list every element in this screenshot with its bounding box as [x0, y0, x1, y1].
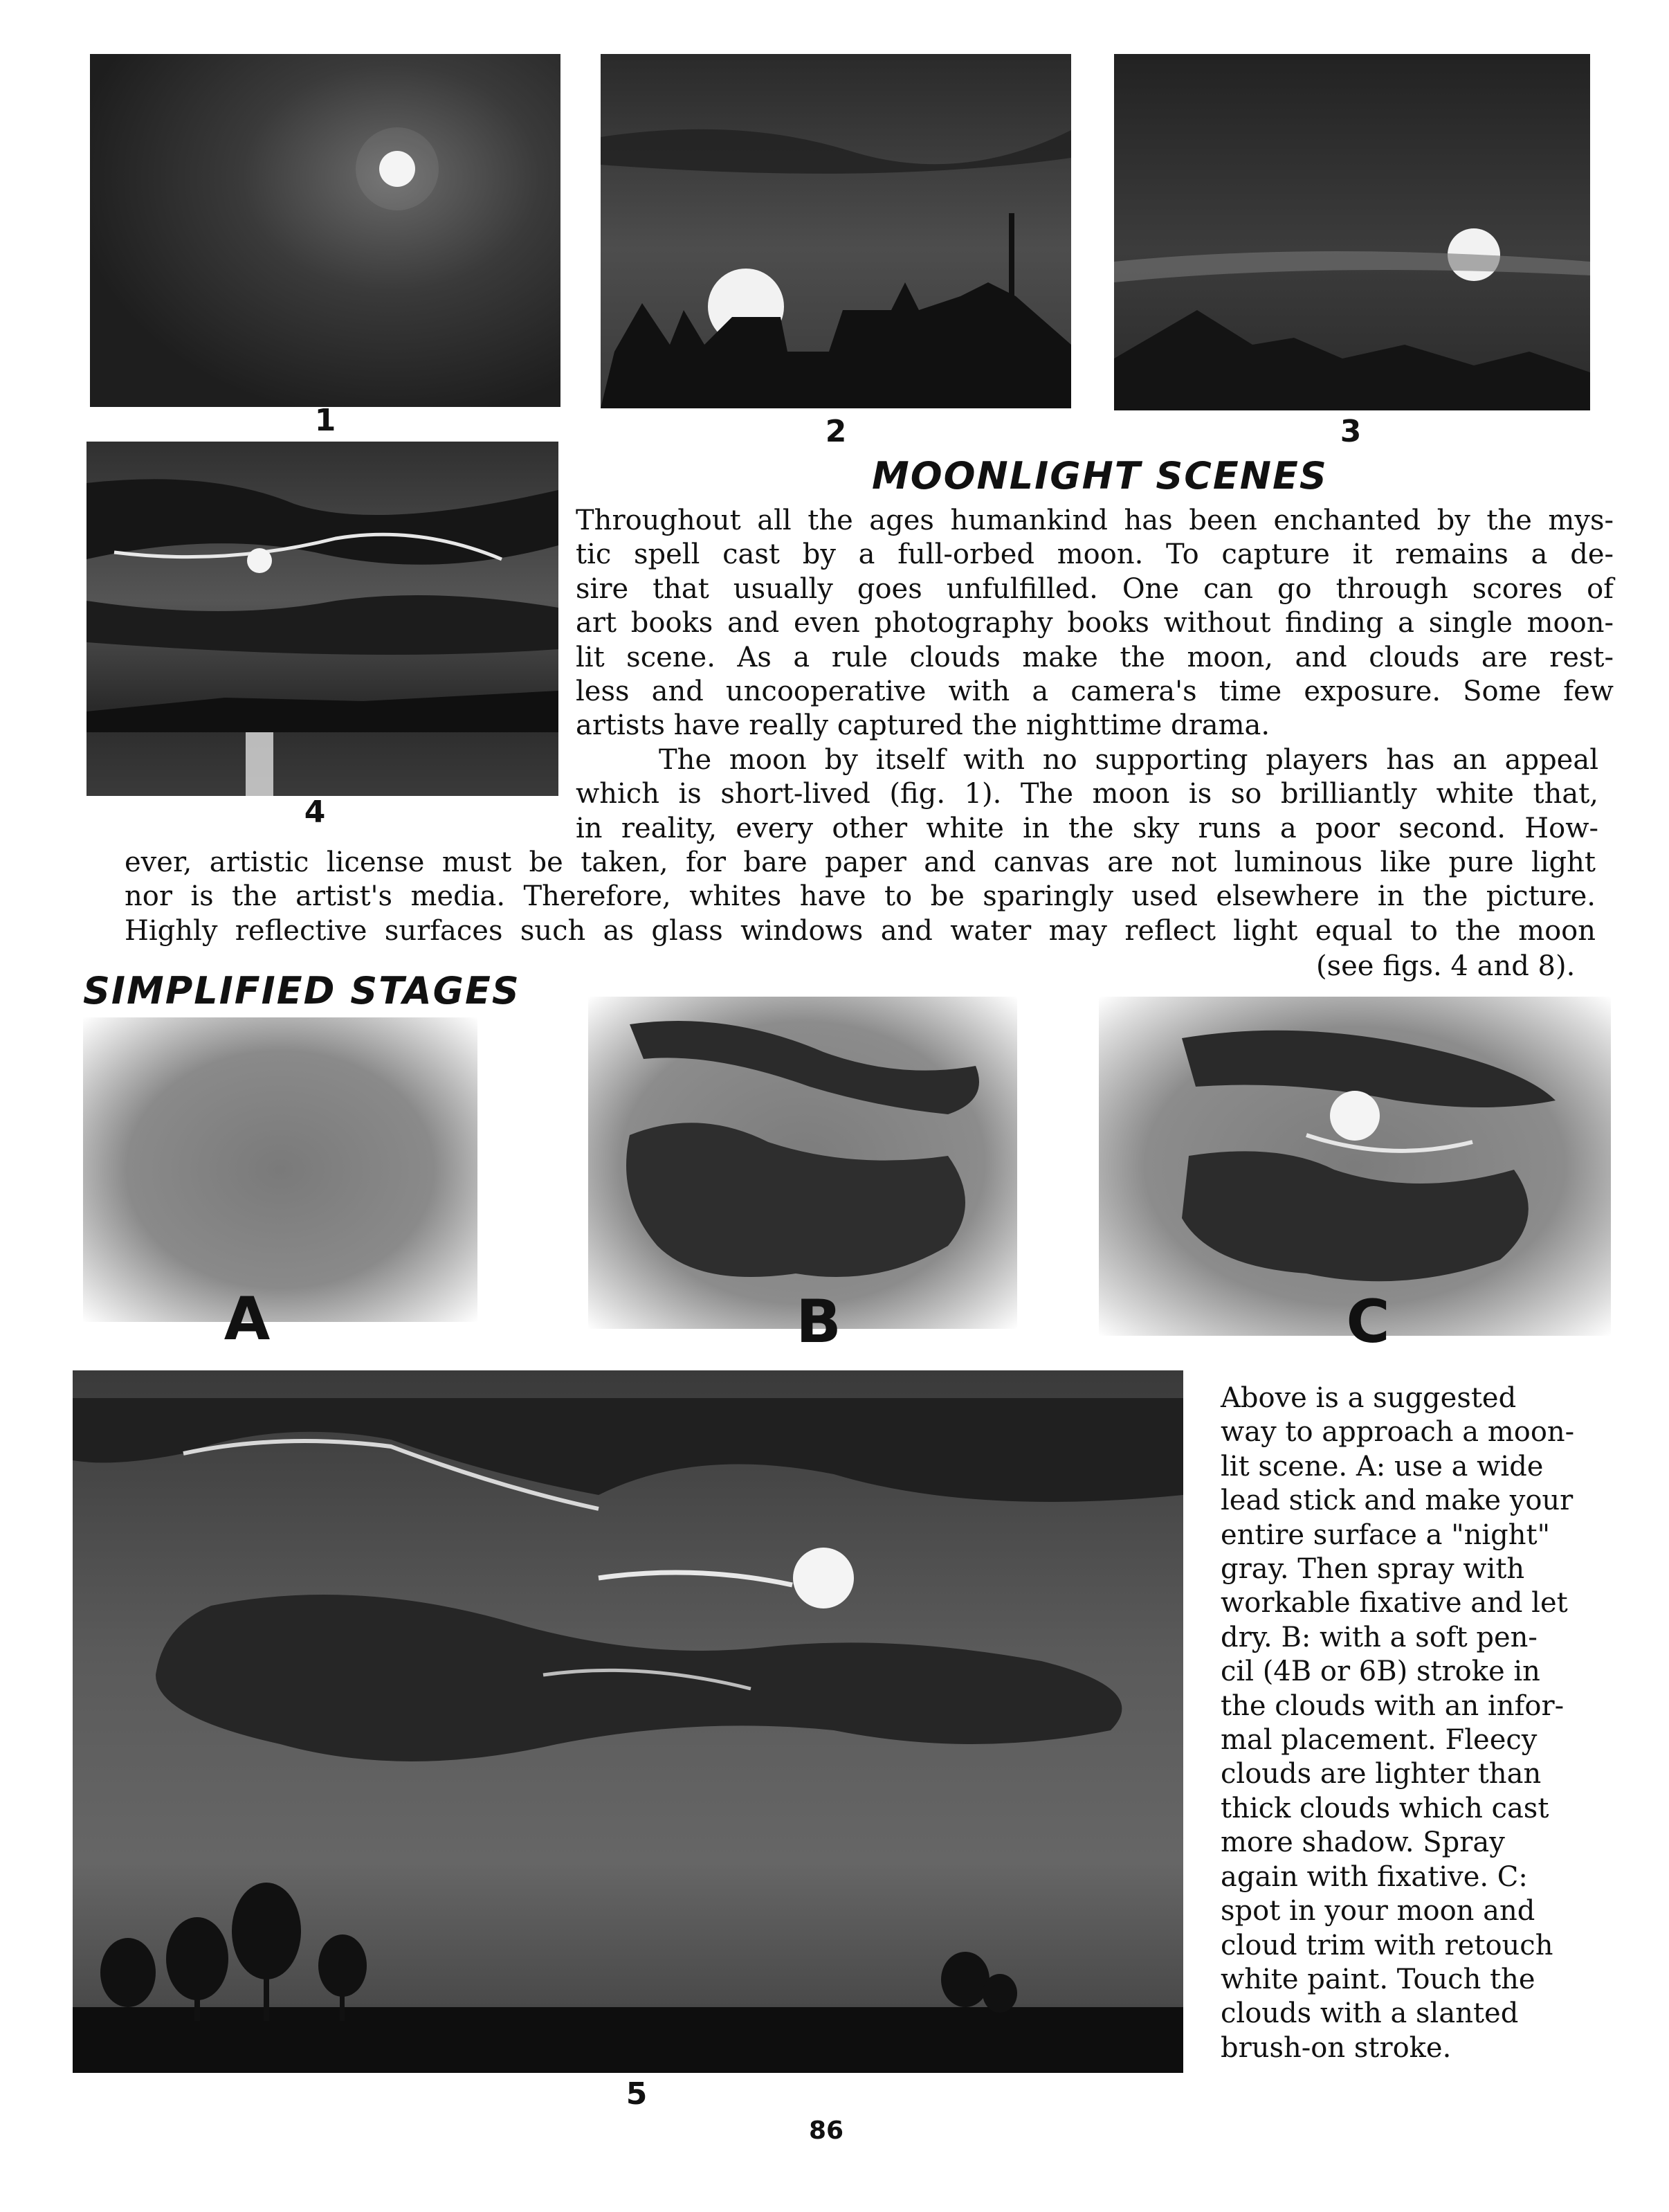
stage-a-label: A	[224, 1285, 271, 1354]
text-line: brush-on stroke.	[1221, 2031, 1452, 2064]
text-line: Throughout all the ages humankind has been enchanted by the mys-	[576, 505, 1614, 536]
text-line: tic spell cast by a full-orbed moon. To capture it remains a de-	[576, 538, 1614, 571]
second-paragraph-bottom	[125, 846, 1596, 948]
text-line: the clouds with an infor-	[1221, 1689, 1565, 1722]
text-line: more shadow. Spray	[1221, 1826, 1505, 1859]
text-line: entire surface a "night"	[1221, 1519, 1551, 1551]
figure-5-moonlit-landscape	[73, 1370, 1183, 2073]
text-line: lit scene. A: use a wide	[1221, 1450, 1544, 1483]
text-line: ever, artistic license must be taken, for bare paper and canvas are not luminous like pure light	[125, 846, 1596, 878]
text-line: clouds are lighter than	[1221, 1758, 1542, 1791]
text-line: Above is a suggested	[1221, 1382, 1517, 1414]
text-line: which is short-lived (fig. 1). The moon is so brilliantly white that,	[576, 778, 1598, 810]
stages-instructions	[1221, 1381, 1636, 2065]
stage-c-label: C	[1346, 1287, 1390, 1357]
figure-2-label: 2	[825, 414, 847, 449]
text-line: gray. Then spray with	[1221, 1553, 1525, 1586]
text-line: less and uncooperative with a camera's time exposure. Some few	[576, 676, 1614, 708]
figure-1-label: 1	[314, 403, 336, 438]
text-line: spot in your moon and	[1221, 1895, 1535, 1928]
text-line: sire that usually goes unfulfilled. One can go through scores of	[576, 572, 1614, 605]
stage-b-label: B	[796, 1287, 841, 1357]
text-line: way to approach a moon-	[1221, 1416, 1575, 1449]
moonlight-scenes-heading: MOONLIGHT SCENES	[872, 454, 1328, 498]
page-number: 86	[808, 2116, 844, 2145]
text-line: Highly reflective surfaces such as glass windows and water may reflect light equal to the moon	[125, 914, 1596, 947]
text-line: artists have really captured the nighttime drama.	[576, 709, 1270, 742]
simplified-stages-heading: SIMPLIFIED STAGES	[83, 969, 520, 1013]
stage-b-clouds	[588, 997, 1017, 1329]
text-line: nor is the artist's media. Therefore, whites have to be sparingly used elsewhere in the picture.	[125, 880, 1596, 913]
text-line: white paint. Touch the	[1221, 1963, 1535, 1995]
text-line: lit scene. As a rule clouds make the moon, and clouds are rest-	[576, 641, 1614, 673]
text-line: art books and even photography books without finding a single moon-	[576, 607, 1614, 640]
text-line: again with fixative. C:	[1221, 1860, 1528, 1893]
text-line: in reality, every other white in the sky runs a poor second. How-	[576, 812, 1598, 844]
text-line: clouds with a slanted	[1221, 1997, 1519, 2030]
figure-4-moonlit-water	[86, 442, 558, 796]
second-paragraph-top	[576, 743, 1598, 846]
text-line: dry. B: with a soft pen-	[1221, 1621, 1538, 1653]
stage-c-moon-and-clouds	[1099, 997, 1611, 1336]
intro-paragraph	[576, 504, 1614, 743]
figure-3-moon-over-mountains	[1114, 54, 1590, 410]
text-line: cil (4B or 6B) stroke in	[1221, 1656, 1540, 1688]
figure-5-label: 5	[626, 2076, 648, 2112]
figure-4-label: 4	[304, 795, 326, 830]
text-line: thick clouds which cast	[1221, 1792, 1549, 1824]
figure-3-label: 3	[1340, 414, 1362, 449]
text-line: cloud trim with retouch	[1221, 1929, 1553, 1961]
stage-a-gray-ground	[83, 1017, 477, 1322]
figure-reference: (see figs. 4 and 8).	[1316, 950, 1576, 982]
text-line: lead stick and make your	[1221, 1485, 1574, 1517]
figure-1-moon-alone	[90, 54, 560, 407]
text-line: The moon by itself with no supporting players has an appeal	[659, 744, 1598, 776]
text-line: workable fixative and let	[1221, 1587, 1568, 1620]
figure-2-moon-over-town	[601, 54, 1071, 408]
text-line: mal placement. Fleecy	[1221, 1724, 1538, 1757]
